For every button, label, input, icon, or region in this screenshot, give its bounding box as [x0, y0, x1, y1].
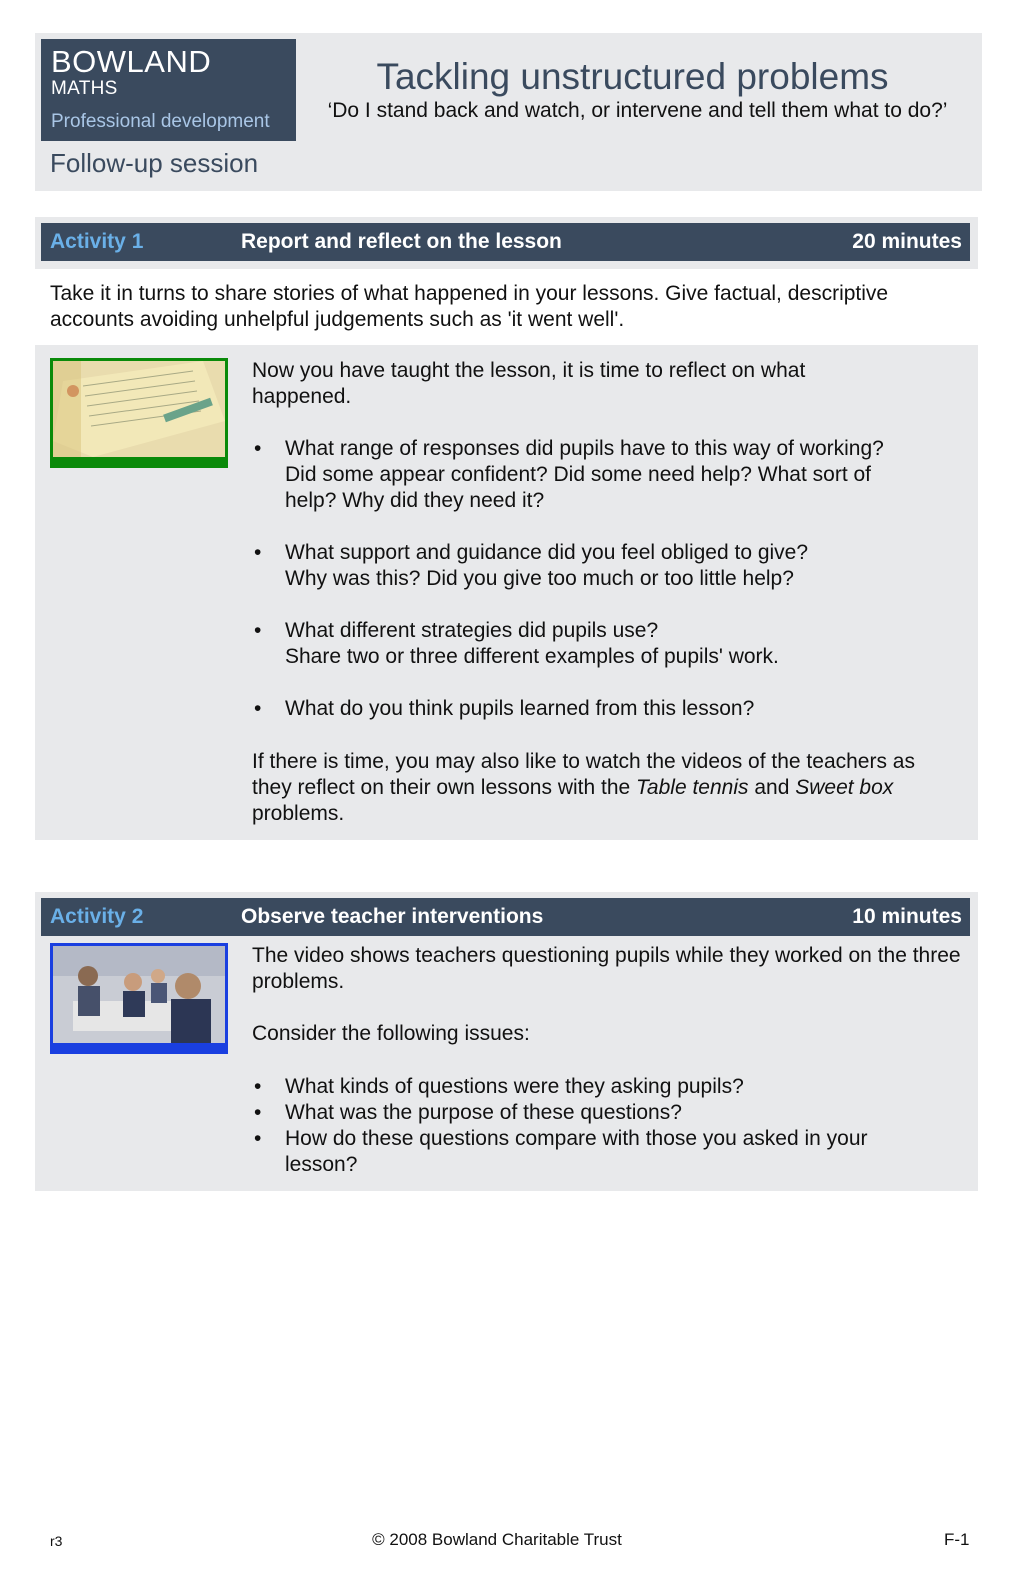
activity1-lead: Now you have taught the lesson, it is time to reflect on what happened. — [252, 359, 806, 408]
activity1-bar — [41, 223, 970, 261]
question-line: Did some appear confident? Did some need help? What sort of — [285, 463, 872, 486]
page-subtitle: ‘Do I stand back and watch, or intervene and tell them what to do?’ — [327, 99, 948, 122]
page-number: F-1 — [944, 1530, 970, 1549]
list-item — [252, 618, 952, 670]
activity1-title: Report and reflect on the lesson — [241, 230, 562, 253]
copyright: © 2008 Bowland Charitable Trust — [372, 1530, 622, 1549]
question-line: • What different strategies did pupils use? — [285, 619, 659, 642]
question-line: Share two or three different examples of pupils' work. — [285, 645, 779, 668]
closing-text: problems. — [252, 802, 345, 825]
question-line: • What range of responses did pupils have to this way of working? — [285, 437, 884, 460]
video-thumbnail-interventions[interactable] — [50, 943, 228, 1054]
list-item: • How do these questions compare with those you asked in your lesson? — [252, 1126, 932, 1178]
activity1-intro: Take it in turns to share stories of what happened in your lessons. Give factual, descriptive accounts avoiding unhelpful judgements such as 'it went well'. — [50, 282, 889, 331]
video-thumbnail-reflection[interactable] — [50, 358, 228, 468]
list-item: • What kinds of questions were they asking pupils? — [252, 1074, 932, 1100]
activity2-issues — [252, 1074, 932, 1178]
question-line: • What support and guidance did you feel obliged to give? — [285, 541, 809, 564]
list-item: • What was the purpose of these questions? — [252, 1100, 932, 1126]
list-item — [252, 696, 952, 722]
table-tennis-title: Table tennis — [636, 776, 749, 799]
revision-label: r3 — [50, 1533, 63, 1549]
activity1-label: Activity 1 — [50, 230, 144, 253]
activity2-title: Observe teacher interventions — [241, 905, 544, 928]
page-title: Tackling unstructured problems — [376, 56, 889, 97]
closing-text: and — [748, 776, 796, 799]
activity2-label: Activity 2 — [50, 905, 144, 928]
classroom-photo-icon — [53, 946, 225, 1043]
session-label: Follow-up session — [50, 148, 259, 178]
list-item — [252, 540, 952, 592]
activity2-lead: The video shows teachers questioning pupils while they worked on the three problems. — [252, 944, 961, 993]
logo-tagline: Professional development — [51, 111, 270, 132]
activity2-consider: Consider the following issues: — [252, 1022, 530, 1045]
activity2-bar — [41, 898, 970, 936]
closing-text: If there is time, you may also like to watch the videos of the teachers as they reflect on their own lessons with the — [252, 750, 915, 799]
logo-subtitle: MATHS — [51, 78, 118, 99]
paper-work-icon — [53, 361, 225, 457]
question-line: • What do you think pupils learned from this lesson? — [285, 697, 755, 720]
question-line: help? Why did they need it? — [285, 489, 545, 512]
logo-title: BOWLAND — [51, 44, 212, 79]
activity1-questions — [252, 436, 952, 722]
list-item — [252, 436, 952, 514]
question-line: Why was this? Did you give too much or too little help? — [285, 567, 794, 590]
activity1-closing — [252, 749, 942, 827]
activity1-duration: 20 minutes — [852, 230, 962, 253]
sweet-box-title: Sweet box — [795, 776, 894, 799]
activity2-duration: 10 minutes — [852, 905, 962, 928]
